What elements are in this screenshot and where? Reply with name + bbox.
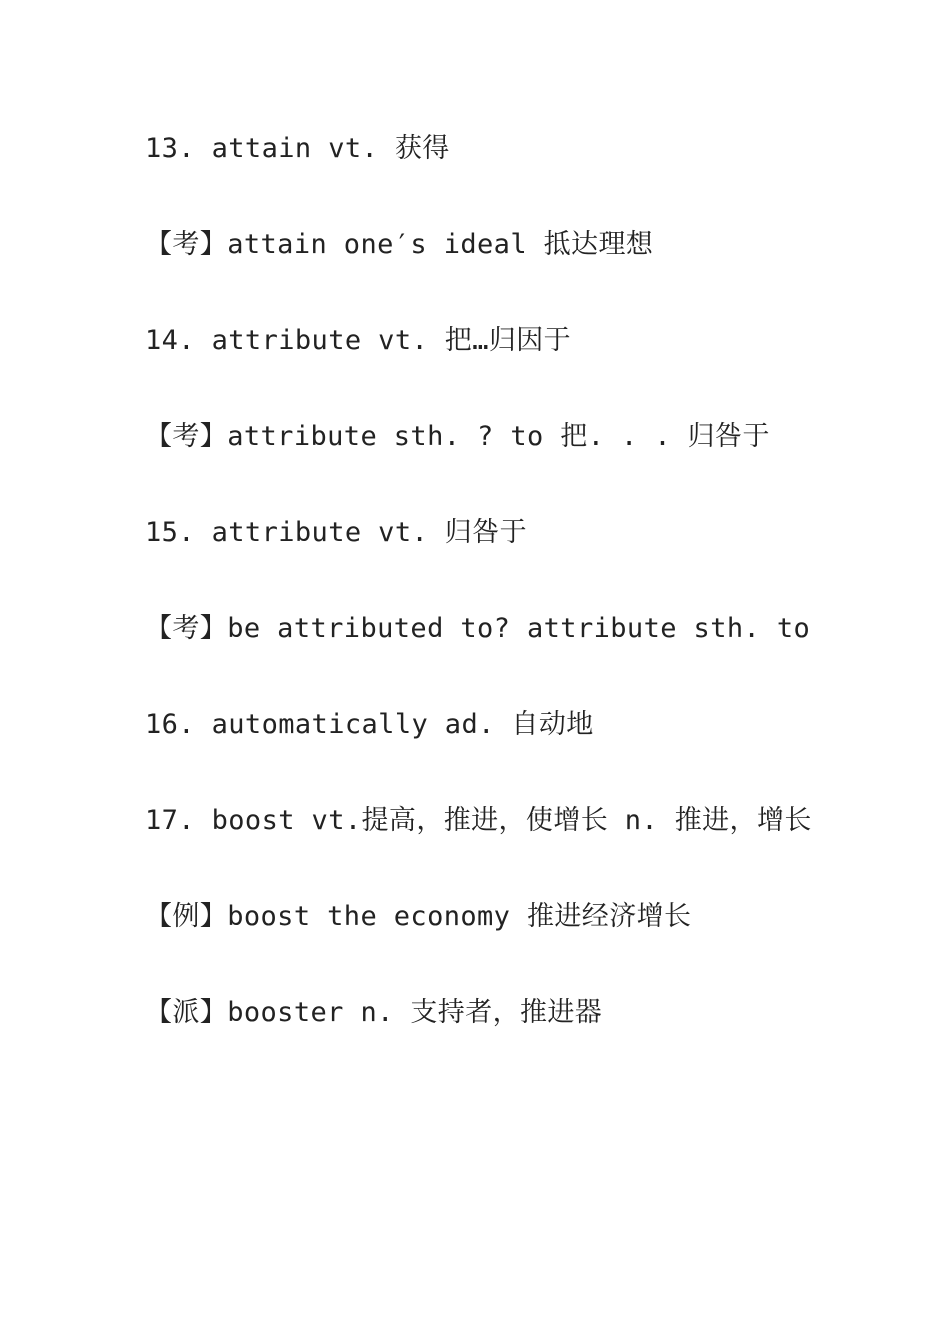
entry-13-attain: 13. attain vt. 获得 — [145, 133, 450, 164]
derivative-17-booster: 【派】booster n. 支持者，推进器 — [145, 997, 603, 1028]
note-15-usage: 【考】be attributed to? attribute sth. to — [145, 613, 811, 644]
entry-16-automatically: 16. automatically ad. 自动地 — [145, 709, 594, 740]
note-13-usage: 【考】attain one′s ideal 抵达理想 — [145, 229, 654, 260]
entry-17-boost: 17. boost vt.提高，推进，使增长 n. 推进，增长 — [145, 805, 812, 836]
example-17-boost: 【例】boost the economy 推进经济增长 — [145, 901, 692, 932]
note-14-usage: 【考】attribute sth. ? to 把. . . 归咎于 — [145, 421, 770, 452]
entry-15-attribute: 15. attribute vt. 归咎于 — [145, 517, 527, 548]
entry-14-attribute: 14. attribute vt. 把…归因于 — [145, 325, 572, 356]
